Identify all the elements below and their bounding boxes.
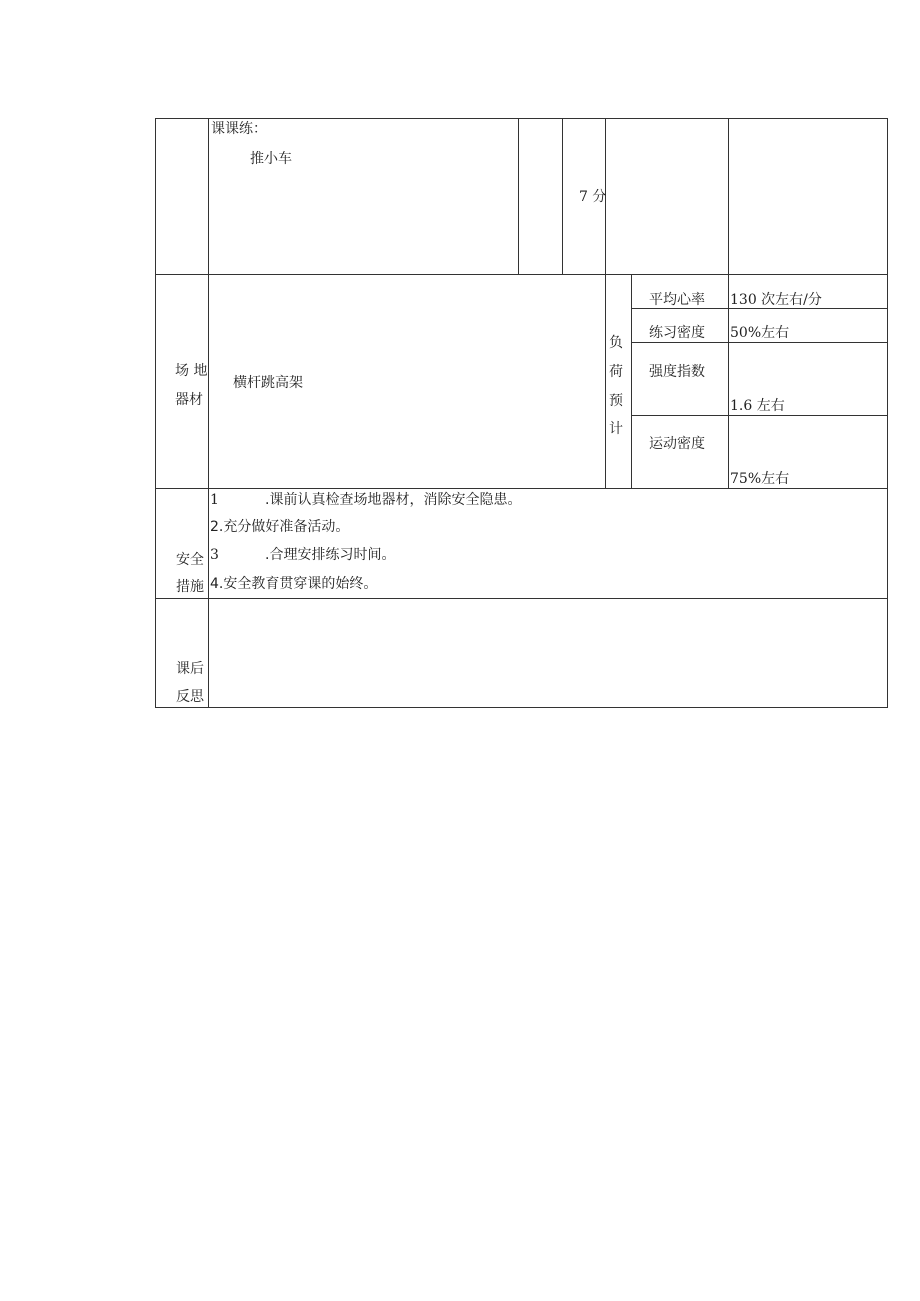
practice-activity: 推小车 [250, 151, 292, 167]
metric-name-heart-rate: 平均心率 [649, 292, 705, 308]
metric-value-intensity: 1.6 左右 [730, 398, 785, 414]
safety-label-line2: 措施 [176, 579, 204, 595]
metric-name-intensity: 强度指数 [649, 364, 705, 380]
equipment-text: 横杆跳高架 [233, 375, 303, 391]
safety-item-1: .课前认真检查场地器材，消除安全隐患。 [265, 492, 522, 508]
safety-item-3: .合理安排练习时间。 [265, 547, 396, 563]
load-estimate-char-1: 负 [609, 335, 623, 351]
safety-label-line1: 安全 [176, 552, 204, 568]
practice-title: 课课练： [211, 121, 267, 137]
reflection-label-line2: 反思 [176, 689, 204, 705]
metric-value-practice-density: 50%左右 [730, 325, 790, 341]
load-estimate-char-4: 计 [609, 421, 623, 437]
load-estimate-char-3: 预 [609, 393, 623, 409]
metric-name-practice-density: 练习密度 [649, 325, 705, 341]
venue-label-line2: 器材 [175, 392, 203, 408]
reflection-label-line1: 课后 [176, 661, 204, 677]
reflection-content-area [209, 599, 887, 707]
load-estimate-char-2: 荷 [609, 364, 623, 380]
practice-time: 7 分 [579, 189, 607, 205]
metric-value-heart-rate: 130 次左右/分 [730, 292, 822, 308]
safety-item-3-number: 3 [210, 547, 219, 563]
safety-item-1-number: 1 [210, 492, 219, 508]
metric-value-exercise-density: 75%左右 [730, 471, 790, 487]
safety-item-4: 4.安全教育贯穿课的始终。 [210, 576, 378, 592]
metric-name-exercise-density: 运动密度 [649, 436, 705, 452]
venue-label-line1: 场 地 [175, 363, 208, 379]
safety-item-2: 2.充分做好准备活动。 [210, 519, 350, 535]
